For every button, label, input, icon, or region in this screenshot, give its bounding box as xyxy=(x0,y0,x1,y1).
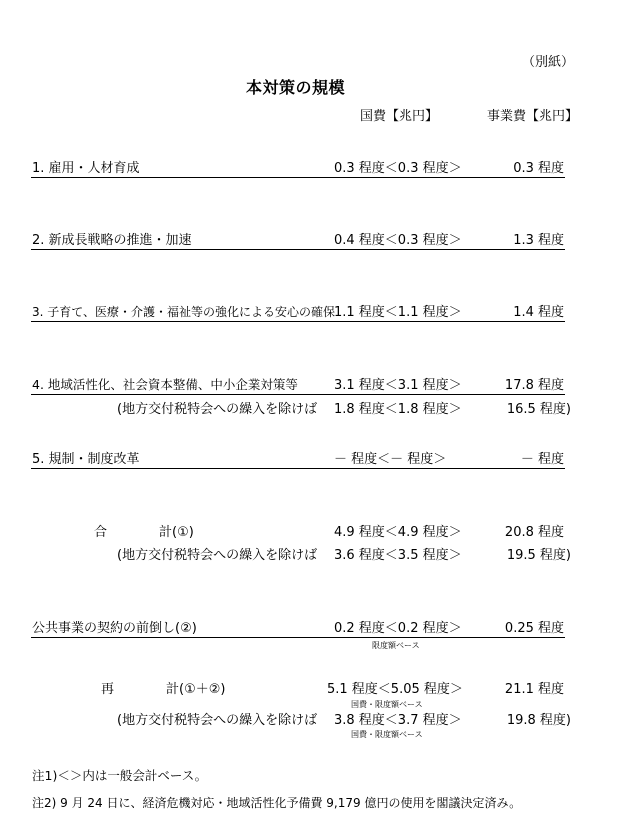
row-underline xyxy=(31,249,565,250)
row-gov-employment: 0.3 程度＜0.3 程度＞ xyxy=(334,161,462,176)
attachment-label: （別紙） xyxy=(521,55,574,70)
total-biz: 20.8 程度 xyxy=(504,525,564,540)
row-label-welfare: 3. 子育て、医療・介護・福祉等の強化による安心の確保 xyxy=(32,305,336,319)
grand-total-sub-label: (地方交付税特会への繰入を除けば xyxy=(117,713,318,728)
row-gov-growth: 0.4 程度＜0.3 程度＞ xyxy=(334,233,462,248)
row-gov-regional: 3.1 程度＜3.1 程度＞ xyxy=(334,378,462,393)
footnote-2: 注2) 9 月 24 日に、経済危機対応・地域活性化予備費 9,179 億円の使用を閣議決定済み。 xyxy=(32,796,522,810)
grand-total-sub-note: 国費・限度額ベース xyxy=(351,730,423,739)
row-biz-employment: 0.3 程度 xyxy=(513,161,564,176)
row-gov-welfare: 1.1 程度＜1.1 程度＞ xyxy=(334,305,462,320)
row-underline xyxy=(31,637,565,638)
row-biz-reform: － 程度 xyxy=(520,452,564,467)
total-gov: 4.9 程度＜4.9 程度＞ xyxy=(334,525,462,540)
total-sub-gov: 3.6 程度＜3.5 程度＞ xyxy=(334,548,462,563)
row-biz-growth: 1.3 程度 xyxy=(513,233,564,248)
row-underline xyxy=(31,468,565,469)
row-underline xyxy=(31,321,565,322)
row-underline xyxy=(31,394,565,395)
total-sub-label: (地方交付税特会への繰入を除けば xyxy=(117,548,318,563)
row-sub-biz-regional: 16.5 程度) xyxy=(506,402,571,417)
header-gov-cost: 国費【兆円】 xyxy=(360,109,439,124)
total-sub-biz: 19.5 程度) xyxy=(506,548,571,563)
row-biz-welfare: 1.4 程度 xyxy=(513,305,564,320)
grand-total-biz: 21.1 程度 xyxy=(504,682,564,697)
grand-total-label: 再 計(①＋②) xyxy=(101,682,226,697)
total-label: 合 計(①) xyxy=(94,525,194,540)
footnote-1: 注1)＜＞内は一般会計ベース。 xyxy=(32,768,208,783)
row-gov-reform: － 程度＜－ 程度＞ xyxy=(334,452,447,467)
grand-total-gov: 5.1 程度＜5.05 程度＞ xyxy=(327,682,463,697)
row-label-growth: 2. 新成長戦略の推進・加速 xyxy=(32,233,192,248)
row-label-regional: 4. 地域活性化、社会資本整備、中小企業対策等 xyxy=(32,377,298,392)
row-label-reform: 5. 規制・制度改革 xyxy=(32,452,140,467)
row-sub-label-regional: (地方交付税特会への繰入を除けば xyxy=(117,402,318,417)
page-title: 本対策の規模 xyxy=(246,78,346,97)
grand-total-note: 国費・限度額ベース xyxy=(351,700,423,709)
public-works-biz: 0.25 程度 xyxy=(504,621,564,636)
row-biz-regional: 17.8 程度 xyxy=(504,378,564,393)
public-works-label: 公共事業の契約の前倒し(②) xyxy=(32,621,197,636)
public-works-note: 限度額ベース xyxy=(372,641,420,650)
grand-total-sub-biz: 19.8 程度) xyxy=(506,713,571,728)
header-project-cost: 事業費【兆円】 xyxy=(487,109,579,124)
row-label-employment: 1. 雇用・人材育成 xyxy=(32,161,140,176)
grand-total-sub-gov: 3.8 程度＜3.7 程度＞ xyxy=(334,713,462,728)
row-sub-gov-regional: 1.8 程度＜1.8 程度＞ xyxy=(334,402,462,417)
public-works-gov: 0.2 程度＜0.2 程度＞ xyxy=(334,621,462,636)
row-underline xyxy=(31,177,565,178)
